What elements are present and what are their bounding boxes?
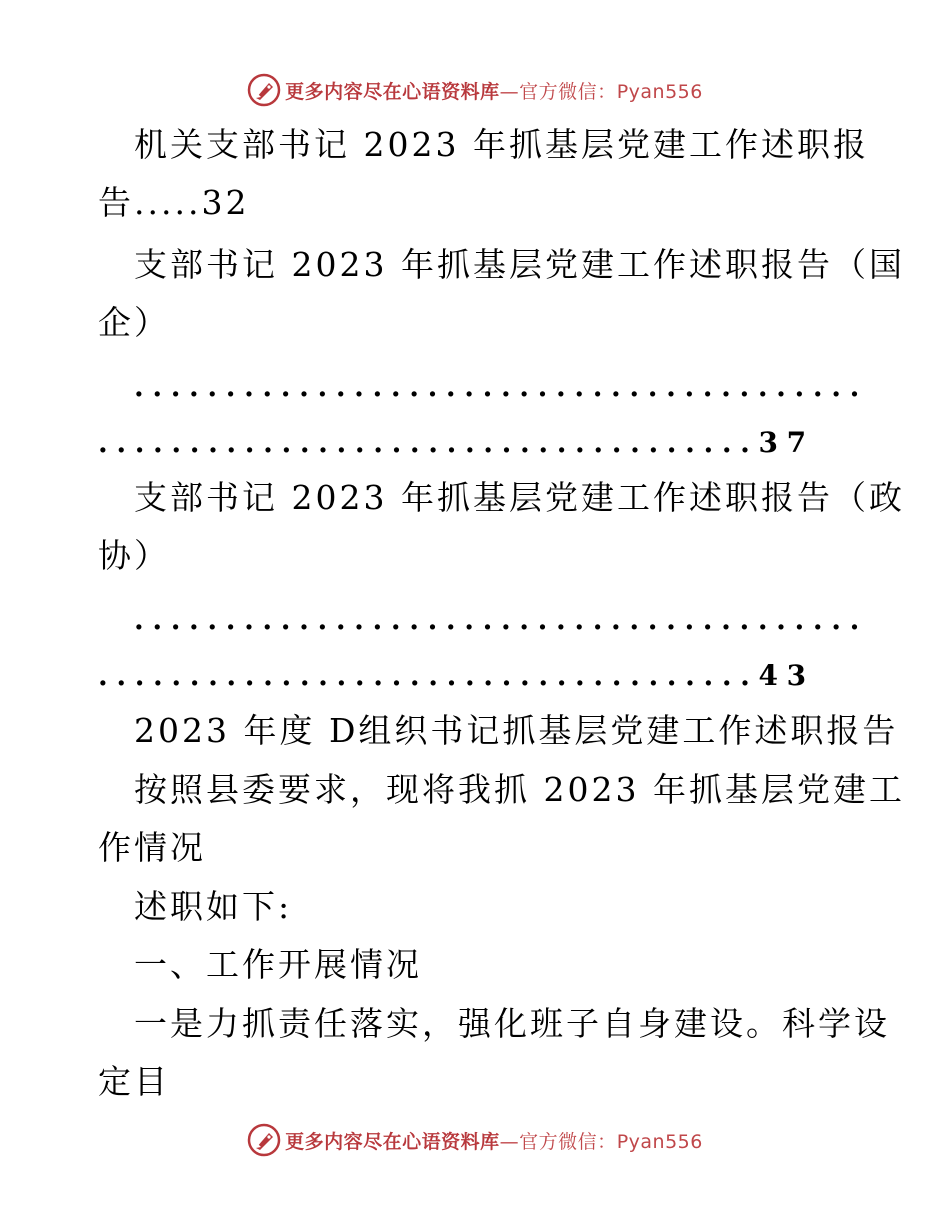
- dot-leader-2: ....................................37: [98, 426, 815, 459]
- text-line-6: 协）: [98, 536, 170, 575]
- dot-leader-1: ........................................: [134, 370, 868, 403]
- text-line-10: 述职如下:: [134, 887, 293, 926]
- text-line-9: 作情况: [98, 828, 206, 867]
- dot-leader-4: ....................................43: [98, 659, 815, 692]
- text-line-2: 告.....32: [98, 183, 250, 222]
- watermark-contact: 官方微信：: [519, 80, 617, 103]
- footer-watermark: [0, 1120, 950, 1160]
- watermark-contact: 官方微信：: [519, 1130, 617, 1153]
- watermark-dash: —: [499, 1130, 520, 1153]
- dot-leader-3: ........................................: [134, 603, 868, 636]
- text-line-11: 一、工作开展情况: [134, 945, 422, 984]
- watermark-site: 更多内容尽在心语资料库: [285, 80, 500, 103]
- watermark-id: Pyan556: [616, 1130, 703, 1153]
- watermark-id: Pyan556: [616, 80, 703, 103]
- text-line-12: 一是力抓责任落实，强化班子自身建设。科学设: [134, 1004, 890, 1043]
- pen-nib-logo-icon: [247, 73, 281, 107]
- pen-nib-logo-icon: [247, 1123, 281, 1157]
- header-watermark: [0, 70, 950, 110]
- text-line-1: 机关支部书记 2023 年抓基层党建工作述职报: [134, 125, 869, 164]
- text-line-3: 支部书记 2023 年抓基层党建工作述职报告（国: [134, 245, 905, 284]
- text-line-8: 按照县委要求，现将我抓 2023 年抓基层党建工: [134, 770, 905, 809]
- watermark-dash: —: [499, 80, 520, 103]
- text-line-13: 定目: [98, 1062, 170, 1101]
- text-line-4: 企）: [98, 303, 170, 342]
- text-line-5: 支部书记 2023 年抓基层党建工作述职报告（政: [134, 478, 905, 517]
- watermark-site: 更多内容尽在心语资料库: [285, 1130, 500, 1153]
- text-line-7: 2023 年度 D组织书记抓基层党建工作述职报告: [134, 711, 899, 750]
